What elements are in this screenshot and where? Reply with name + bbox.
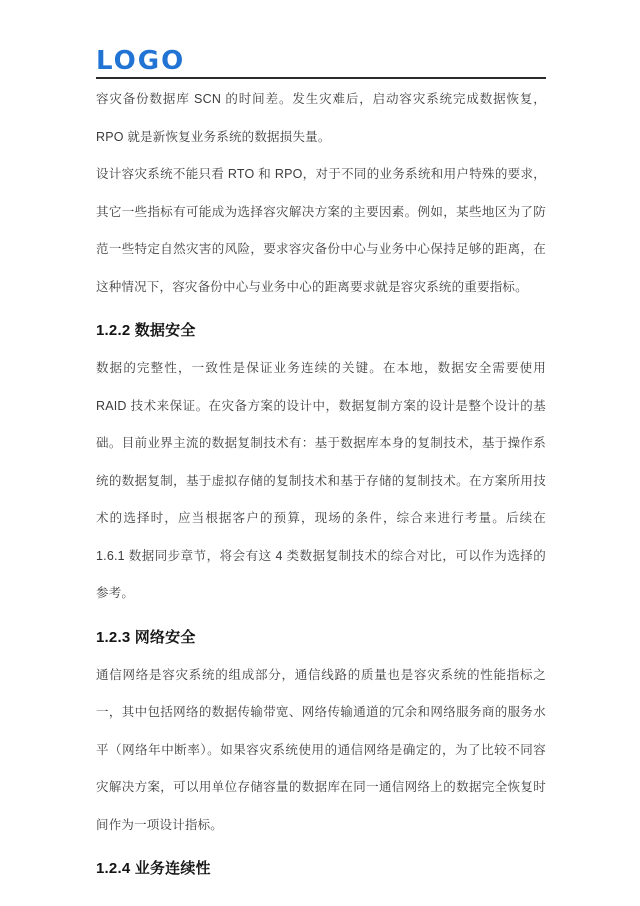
paragraph-rpo-definition: 容灾备份数据库 SCN 的时间差。发生灾难后，启动容灾系统完成数据恢复，RPO 就是新恢复业务系统的数据损失量。 — [96, 92, 546, 144]
page-header — [96, 0, 546, 79]
paragraph-data-replication: 数据的完整性，一致性是保证业务连续的关键。在本地，数据安全需要使用 RAID 技术来保证。在灾备方案的设计中，数据复制方案的设计是整个设计的基础。目前业界主流的数据复制技术有：基于数据库本身的复制技术，基于操作系统的数据复制，基于虚拟存储的复制技术和基于存储的复制技术。在方案所用技术的选择时，应当根据客户的预算，现场的条件，综合来进行考量。后续在 1.6.1 数据同步章节，将会有这 4 类数据复制技术的综合对比，可以作为选择的参考。 — [96, 361, 546, 600]
paragraph-other-indicators: 设计容灾系统不能只看 RTO 和 RPO，对于不同的业务系统和用户特殊的要求，其它一些指标有可能成为选择容灾解决方案的主要因素。例如，某些地区为了防范一些特定自然灾害的风险，要求容灾备份中心与业务中心保持足够的距离，在这种情况下，容灾备份中心与业务中心的距离要求就是容灾系统的重要指标。 — [96, 167, 546, 294]
section-heading-1-2-3-network-security: 1.2.3 网络安全 — [96, 628, 196, 646]
section-heading-1-2-2-data-security: 1.2.2 数据安全 — [96, 322, 196, 339]
section-heading-1-2-4-business-continuity: 1.2.4 业务连续性 — [96, 860, 211, 877]
paragraph-communication-network: 通信网络是容灾系统的组成部分，通信线路的质量也是容灾系统的性能指标之一，其中包括网络的数据传输带宽、网络传输通道的冗余和网络服务商的服务水平（网络年中断率）。如果容灾系统使用的通信网络是确定的，为了比较不同容灾解决方案，可以用单位存储容量的数据库在同一通信网络上的数据完全恢复时间作为一项设计指标。 — [96, 667, 546, 832]
logo: LOGO — [96, 46, 186, 76]
document-body — [96, 79, 546, 888]
